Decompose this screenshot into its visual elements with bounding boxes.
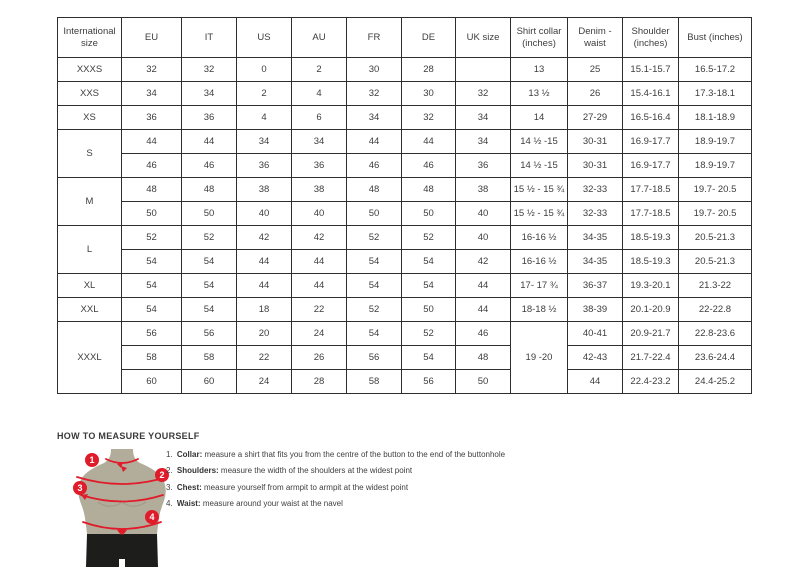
table-cell: 54 [347, 250, 402, 274]
table-cell: 16-16 ½ [511, 226, 568, 250]
table-cell: 18.9-19.7 [679, 154, 752, 178]
size-table-head-row [58, 18, 752, 58]
table-cell: 34 [237, 130, 292, 154]
table-cell: 14 ½ -15 [511, 154, 568, 178]
table-cell: 54 [402, 346, 456, 370]
table-cell: 20.5-21.3 [679, 250, 752, 274]
table-cell: 4 [292, 82, 347, 106]
measure-list [166, 451, 646, 516]
table-cell: 15 ½ - 15 ¾ [511, 202, 568, 226]
table-cell: 48 [402, 178, 456, 202]
table-cell: 36 [182, 106, 237, 130]
table-row [58, 298, 752, 322]
table-cell: 54 [182, 274, 237, 298]
table-cell: 42 [292, 226, 347, 250]
table-cell: 40-41 [568, 322, 623, 346]
table-cell: 56 [182, 322, 237, 346]
table-cell: 50 [347, 202, 402, 226]
table-cell: 28 [402, 58, 456, 82]
instruction-term: Chest: [174, 482, 202, 492]
table-cell: 18.5-19.3 [623, 250, 679, 274]
table-cell: 36 [456, 154, 511, 178]
table-cell: 44 [182, 130, 237, 154]
table-cell: 60 [182, 370, 237, 394]
table-cell: 34 [347, 106, 402, 130]
table-cell: 32 [347, 82, 402, 106]
table-cell: 27-29 [568, 106, 623, 130]
table-cell: 34 [456, 106, 511, 130]
table-cell: 32-33 [568, 178, 623, 202]
table-cell: XXS [58, 82, 122, 106]
table-cell: 16.9-17.7 [623, 154, 679, 178]
table-row [58, 130, 752, 154]
instruction-number: 4. [166, 498, 173, 508]
marker-1-collar: 1 [85, 453, 99, 467]
instruction-term: Waist: [174, 498, 201, 508]
table-cell: 22-22.8 [679, 298, 752, 322]
column-header: Bust (inches) [679, 18, 752, 58]
table-cell: 44 [122, 130, 182, 154]
table-cell: 21.3-22 [679, 274, 752, 298]
table-cell: 4 [237, 106, 292, 130]
table-cell: 24 [237, 370, 292, 394]
column-header: FR [347, 18, 402, 58]
table-row [58, 370, 752, 394]
table-cell: 52 [347, 298, 402, 322]
table-cell: 21.7-22.4 [623, 346, 679, 370]
table-cell: 54 [122, 298, 182, 322]
instruction-term: Shoulders: [174, 466, 219, 476]
table-cell: 48 [347, 178, 402, 202]
table-cell: 38-39 [568, 298, 623, 322]
measure-instruction [166, 484, 646, 493]
table-cell: 22.4-23.2 [623, 370, 679, 394]
mannequin-figure [62, 446, 182, 568]
table-row [58, 106, 752, 130]
marker-4-waist: 4 [145, 510, 159, 524]
table-cell: 44 [402, 130, 456, 154]
table-cell: 18.1-18.9 [679, 106, 752, 130]
table-cell: 52 [182, 226, 237, 250]
table-cell: 34-35 [568, 226, 623, 250]
column-header: US [237, 18, 292, 58]
table-cell: 40 [456, 202, 511, 226]
table-cell: 36 [237, 154, 292, 178]
table-cell: 17- 17 ¾ [511, 274, 568, 298]
table-cell: 44 [237, 250, 292, 274]
table-cell: XXXL [58, 322, 122, 394]
table-cell: 54 [182, 250, 237, 274]
table-cell: 0 [237, 58, 292, 82]
size-chart-table [57, 17, 752, 394]
table-cell: 19.3-20.1 [623, 274, 679, 298]
table-cell: 46 [347, 154, 402, 178]
table-cell: 16.9-17.7 [623, 130, 679, 154]
table-cell: 38 [456, 178, 511, 202]
table-cell: 52 [122, 226, 182, 250]
table-cell: 54 [402, 274, 456, 298]
table-cell: 19.7- 20.5 [679, 202, 752, 226]
instruction-text: measure a shirt that fits you from the centre of the button to the end of the buttonhole [202, 450, 506, 459]
table-cell: 36 [292, 154, 347, 178]
table-row [58, 346, 752, 370]
size-table-body [58, 58, 752, 394]
table-row [58, 178, 752, 202]
table-cell: 2 [292, 58, 347, 82]
column-header: International size [58, 18, 122, 58]
table-cell: 20.5-21.3 [679, 226, 752, 250]
table-cell: 52 [402, 226, 456, 250]
table-cell: 17.3-18.1 [679, 82, 752, 106]
table-cell: 48 [456, 346, 511, 370]
instruction-text: measure yourself from armpit to armpit at the widest point [201, 482, 409, 492]
table-cell: 34-35 [568, 250, 623, 274]
table-cell: XXXS [58, 58, 122, 82]
table-cell: 30-31 [568, 130, 623, 154]
table-cell: 17.7-18.5 [623, 202, 679, 226]
table-cell: 50 [182, 202, 237, 226]
table-cell: 20.1-20.9 [623, 298, 679, 322]
table-cell: 42 [237, 226, 292, 250]
measure-instruction [166, 500, 646, 509]
table-cell: 30 [402, 82, 456, 106]
table-cell: 15.1-15.7 [623, 58, 679, 82]
table-cell: 56 [402, 370, 456, 394]
table-cell: 46 [182, 154, 237, 178]
column-header: DE [402, 18, 456, 58]
table-cell: 38 [237, 178, 292, 202]
table-cell: 42 [456, 250, 511, 274]
table-cell: 23.6-24.4 [679, 346, 752, 370]
table-row [58, 226, 752, 250]
table-cell: 34 [122, 82, 182, 106]
table-cell: 36-37 [568, 274, 623, 298]
table-cell: 50 [122, 202, 182, 226]
marker-2-shoulders: 2 [155, 468, 169, 482]
table-cell: 44 [456, 274, 511, 298]
table-cell: 14 ½ -15 [511, 130, 568, 154]
table-cell: 44 [456, 298, 511, 322]
measure-instruction [166, 451, 646, 460]
table-cell: L [58, 226, 122, 274]
instruction-text: measure the width of the shoulders at the widest point [218, 466, 413, 476]
measure-section-title: HOW TO MEASURE YOURSELF [57, 431, 200, 441]
column-header: Shirt collar (inches) [511, 18, 568, 58]
table-cell: 26 [568, 82, 623, 106]
table-cell: 20.9-21.7 [623, 322, 679, 346]
table-cell: 34 [292, 130, 347, 154]
measure-instruction [166, 467, 646, 476]
table-cell: 18.5-19.3 [623, 226, 679, 250]
table-cell: 34 [182, 82, 237, 106]
table-cell: S [58, 130, 122, 178]
table-cell: 30-31 [568, 154, 623, 178]
table-cell: 40 [237, 202, 292, 226]
table-cell: 18-18 ½ [511, 298, 568, 322]
table-cell: 19.7- 20.5 [679, 178, 752, 202]
table-cell: XL [58, 274, 122, 298]
table-cell: 32 [456, 82, 511, 106]
table-cell: 32 [122, 58, 182, 82]
table-cell: 44 [347, 130, 402, 154]
table-cell: 46 [402, 154, 456, 178]
table-row [58, 82, 752, 106]
table-cell: 15 ½ - 15 ¾ [511, 178, 568, 202]
table-cell: 46 [122, 154, 182, 178]
table-cell: 32 [182, 58, 237, 82]
table-cell: 13 ½ [511, 82, 568, 106]
table-row [58, 58, 752, 82]
table-cell: 60 [122, 370, 182, 394]
table-row [58, 154, 752, 178]
table-cell: 48 [122, 178, 182, 202]
table-cell: XS [58, 106, 122, 130]
table-cell: 42-43 [568, 346, 623, 370]
table-cell: 38 [292, 178, 347, 202]
table-cell: 54 [347, 322, 402, 346]
table-cell: 52 [402, 322, 456, 346]
table-cell: 16-16 ½ [511, 250, 568, 274]
table-cell: 13 [511, 58, 568, 82]
instruction-number: 3. [166, 482, 173, 492]
marker-3-chest: 3 [73, 481, 87, 495]
table-cell: 40 [292, 202, 347, 226]
table-cell: 28 [292, 370, 347, 394]
column-header: UK size [456, 18, 511, 58]
table-cell: 24.4-25.2 [679, 370, 752, 394]
table-cell: 15.4-16.1 [623, 82, 679, 106]
table-cell: 54 [402, 250, 456, 274]
table-cell: M [58, 178, 122, 226]
column-header: AU [292, 18, 347, 58]
table-cell: 2 [237, 82, 292, 106]
instruction-number: 2. [166, 466, 173, 476]
table-cell: 46 [456, 322, 511, 346]
table-row [58, 202, 752, 226]
table-cell: 50 [402, 202, 456, 226]
instruction-text: measure around your waist at the navel [200, 498, 343, 508]
table-cell: 17.7-18.5 [623, 178, 679, 202]
column-header: Denim - waist [568, 18, 623, 58]
table-cell: 50 [402, 298, 456, 322]
instruction-term: Collar: [174, 450, 203, 459]
table-row [58, 250, 752, 274]
table-cell: 58 [122, 346, 182, 370]
column-header: EU [122, 18, 182, 58]
table-cell: 26 [292, 346, 347, 370]
table-cell: 54 [347, 274, 402, 298]
table-cell: 25 [568, 58, 623, 82]
table-cell: 40 [456, 226, 511, 250]
table-cell: 58 [347, 370, 402, 394]
table-cell: 44 [568, 370, 623, 394]
table-cell: 58 [182, 346, 237, 370]
table-cell: 16.5-16.4 [623, 106, 679, 130]
table-cell: 22.8-23.6 [679, 322, 752, 346]
table-cell: 54 [122, 250, 182, 274]
table-cell: 44 [292, 250, 347, 274]
table-cell: 16.5-17.2 [679, 58, 752, 82]
table-cell: 44 [292, 274, 347, 298]
table-cell: 20 [237, 322, 292, 346]
table-cell: 22 [237, 346, 292, 370]
column-header: IT [182, 18, 237, 58]
table-cell: 30 [347, 58, 402, 82]
instruction-number: 1. [166, 450, 173, 459]
table-cell: 44 [237, 274, 292, 298]
table-cell: 56 [122, 322, 182, 346]
table-cell: 50 [456, 370, 511, 394]
table-cell: 54 [182, 298, 237, 322]
table-cell: 36 [122, 106, 182, 130]
table-cell [456, 58, 511, 82]
table-cell: 32 [402, 106, 456, 130]
table-cell: 22 [292, 298, 347, 322]
measure-figure [62, 446, 182, 566]
table-row [58, 274, 752, 298]
table-cell: XXL [58, 298, 122, 322]
table-cell: 48 [182, 178, 237, 202]
table-cell: 18.9-19.7 [679, 130, 752, 154]
table-cell: 19 -20 [511, 322, 568, 394]
table-row [58, 322, 752, 346]
table-cell: 52 [347, 226, 402, 250]
column-header: Shoulder (inches) [623, 18, 679, 58]
table-cell: 34 [456, 130, 511, 154]
table-cell: 54 [122, 274, 182, 298]
table-cell: 14 [511, 106, 568, 130]
table-cell: 18 [237, 298, 292, 322]
table-cell: 32-33 [568, 202, 623, 226]
table-cell: 56 [347, 346, 402, 370]
table-cell: 6 [292, 106, 347, 130]
table-cell: 24 [292, 322, 347, 346]
